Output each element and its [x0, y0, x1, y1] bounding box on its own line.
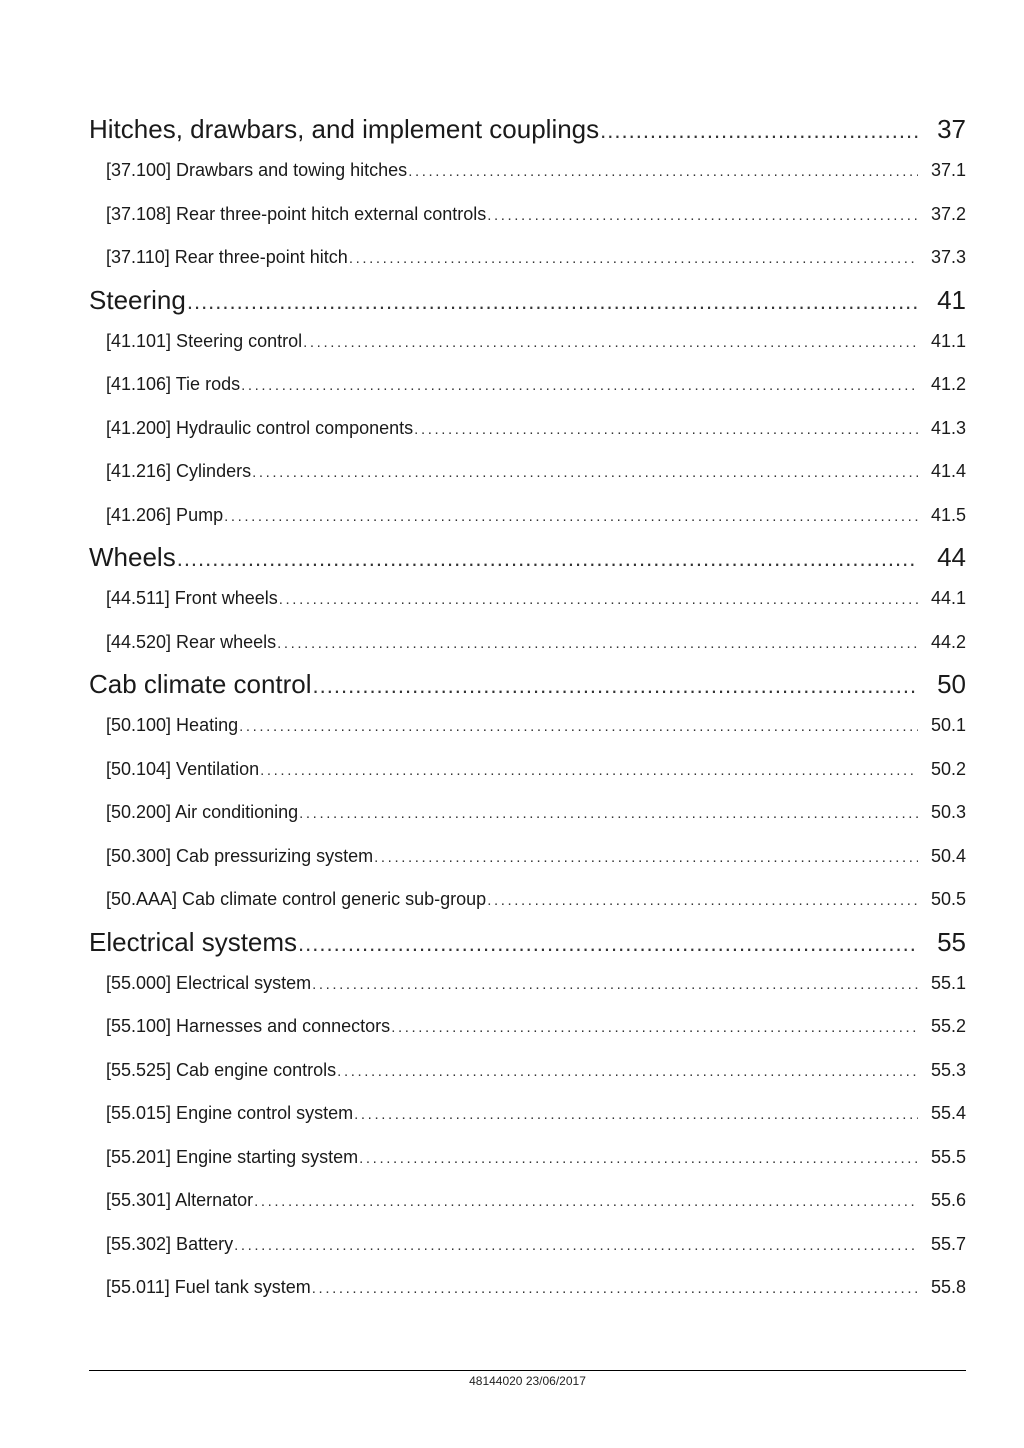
- entry-page-number: 55.8: [930, 1277, 966, 1297]
- entry-label: [44.511] Front wheels: [106, 588, 278, 608]
- toc-entry[interactable]: [89, 320, 966, 364]
- toc-entry[interactable]: [89, 577, 966, 621]
- toc-entry[interactable]: [89, 962, 966, 1006]
- dot-leader: [298, 924, 918, 964]
- entry-page-number: 50.3: [930, 802, 966, 822]
- section-page-number: 44: [937, 542, 966, 572]
- entry-page-number: 41.1: [930, 330, 966, 351]
- entry-label: [55.525] Cab engine controls: [106, 1059, 337, 1080]
- entry-label: [41.200] Hydraulic control components: [106, 417, 414, 438]
- toc-section-heading[interactable]: [89, 109, 966, 149]
- dot-leader: [277, 622, 918, 666]
- entry-label: [50.300] Cab pressurizing system: [106, 845, 374, 866]
- entry-page-number: 41.2: [930, 374, 966, 394]
- toc-section: [89, 537, 966, 664]
- dot-leader: [391, 1006, 918, 1050]
- entry-page-number: 55.3: [930, 1059, 966, 1080]
- entry-label: [37.110] Rear three-point hitch: [106, 247, 348, 267]
- entry-page-number: 37.3: [930, 247, 966, 267]
- entry-label: [55.301] Alternator: [106, 1190, 254, 1210]
- toc-entry[interactable]: [89, 748, 966, 792]
- toc-section-heading[interactable]: [89, 537, 966, 577]
- entry-label: [55.011] Fuel tank system: [106, 1277, 311, 1297]
- entry-label: [37.108] Rear three-point hitch external controls: [106, 203, 487, 224]
- toc-entry[interactable]: [89, 791, 966, 835]
- entry-label: [55.000] Electrical system: [106, 972, 312, 993]
- entry-page-number: 50.1: [930, 715, 966, 735]
- dot-leader: [177, 539, 918, 579]
- section-title: Cab climate control: [89, 669, 312, 699]
- dot-leader: [260, 749, 918, 793]
- entry-page-number: 50.4: [930, 845, 966, 866]
- toc-entry[interactable]: [89, 1179, 966, 1223]
- section-page-number: 55: [937, 926, 966, 957]
- toc-entry[interactable]: [89, 363, 966, 407]
- entry-page-number: 44.1: [930, 588, 966, 608]
- dot-leader: [487, 879, 918, 923]
- dot-leader: [349, 237, 918, 281]
- toc-entry[interactable]: [89, 450, 966, 494]
- entry-label: [41.101] Steering control: [106, 330, 303, 351]
- entry-label: [55.100] Harnesses and connectors: [106, 1016, 391, 1036]
- dot-leader: [487, 194, 918, 238]
- toc-entry[interactable]: [89, 407, 966, 451]
- entry-page-number: 55.6: [930, 1190, 966, 1210]
- toc-section: [89, 922, 966, 1310]
- dot-leader: [312, 963, 918, 1007]
- dot-leader: [187, 282, 918, 322]
- toc-entry[interactable]: [89, 1266, 966, 1310]
- entry-page-number: 55.7: [930, 1233, 966, 1254]
- toc-entry[interactable]: [89, 494, 966, 538]
- dot-leader: [234, 1224, 918, 1268]
- dot-leader: [254, 1180, 918, 1224]
- section-title: Hitches, drawbars, and implement couplings: [89, 114, 600, 144]
- entry-page-number: 55.2: [930, 1016, 966, 1036]
- entry-label: [41.206] Pump: [106, 504, 224, 525]
- table-of-contents: [89, 109, 966, 1310]
- entry-page-number: 55.4: [930, 1103, 966, 1123]
- toc-section-heading[interactable]: [89, 922, 966, 962]
- toc-section: [89, 280, 966, 538]
- entry-label: [55.201] Engine starting system: [106, 1146, 359, 1167]
- toc-entry[interactable]: [89, 621, 966, 665]
- toc-entry[interactable]: [89, 1136, 966, 1180]
- section-title: Steering: [89, 284, 186, 315]
- section-title: Wheels: [89, 542, 176, 572]
- entry-label: [50.200] Air conditioning: [106, 802, 299, 822]
- dot-leader: [414, 408, 918, 452]
- toc-entry[interactable]: [89, 149, 966, 193]
- entry-label: [41.216] Cylinders: [106, 461, 252, 481]
- toc-entry[interactable]: [89, 1223, 966, 1267]
- entry-label: [55.302] Battery: [106, 1233, 234, 1254]
- entry-label: [50.AAA] Cab climate control generic sub-group: [106, 889, 487, 909]
- entry-label: [55.015] Engine control system: [106, 1103, 354, 1123]
- toc-entry[interactable]: [89, 1005, 966, 1049]
- footer-document-id: 48144020 23/06/2017: [469, 1374, 586, 1388]
- toc-section: [89, 664, 966, 922]
- dot-leader: [337, 1050, 918, 1094]
- toc-entry[interactable]: [89, 878, 966, 922]
- entry-page-number: 41.4: [930, 461, 966, 481]
- entry-page-number: 41.3: [930, 417, 966, 438]
- entry-page-number: 55.5: [930, 1146, 966, 1167]
- entry-page-number: 41.5: [930, 504, 966, 525]
- dot-leader: [374, 836, 918, 880]
- section-page-number: 50: [937, 669, 966, 699]
- entry-label: [50.100] Heating: [106, 715, 239, 735]
- entry-page-number: 50.2: [930, 758, 966, 779]
- toc-section-heading[interactable]: [89, 280, 966, 320]
- footer-divider: [89, 1370, 966, 1371]
- entry-page-number: 37.2: [930, 203, 966, 224]
- dot-leader: [279, 578, 918, 622]
- dot-leader: [224, 495, 918, 539]
- dot-leader: [312, 1267, 918, 1311]
- toc-entry[interactable]: [89, 236, 966, 280]
- entry-label: [44.520] Rear wheels: [106, 631, 277, 652]
- section-page-number: 41: [937, 284, 966, 315]
- dot-leader: [600, 111, 918, 151]
- dot-leader: [241, 364, 918, 408]
- entry-page-number: 55.1: [930, 972, 966, 993]
- toc-entry[interactable]: [89, 835, 966, 879]
- section-title: Electrical systems: [89, 926, 298, 957]
- dot-leader: [313, 666, 918, 706]
- toc-entry[interactable]: [89, 193, 966, 237]
- dot-leader: [359, 1137, 918, 1181]
- toc-entry[interactable]: [89, 1049, 966, 1093]
- toc-section: [89, 109, 966, 280]
- dot-leader: [408, 150, 918, 194]
- toc-section-heading[interactable]: [89, 664, 966, 704]
- entry-label: [41.106] Tie rods: [106, 374, 241, 394]
- dot-leader: [299, 792, 918, 836]
- section-page-number: 37: [937, 114, 966, 144]
- entry-page-number: 44.2: [930, 631, 966, 652]
- dot-leader: [354, 1093, 918, 1137]
- toc-entry[interactable]: [89, 1092, 966, 1136]
- toc-entry[interactable]: [89, 704, 966, 748]
- entry-label: [37.100] Drawbars and towing hitches: [106, 160, 408, 180]
- dot-leader: [252, 451, 918, 495]
- entry-label: [50.104] Ventilation: [106, 758, 260, 779]
- dot-leader: [303, 321, 918, 365]
- entry-page-number: 37.1: [930, 160, 966, 180]
- entry-page-number: 50.5: [930, 889, 966, 909]
- dot-leader: [239, 705, 918, 749]
